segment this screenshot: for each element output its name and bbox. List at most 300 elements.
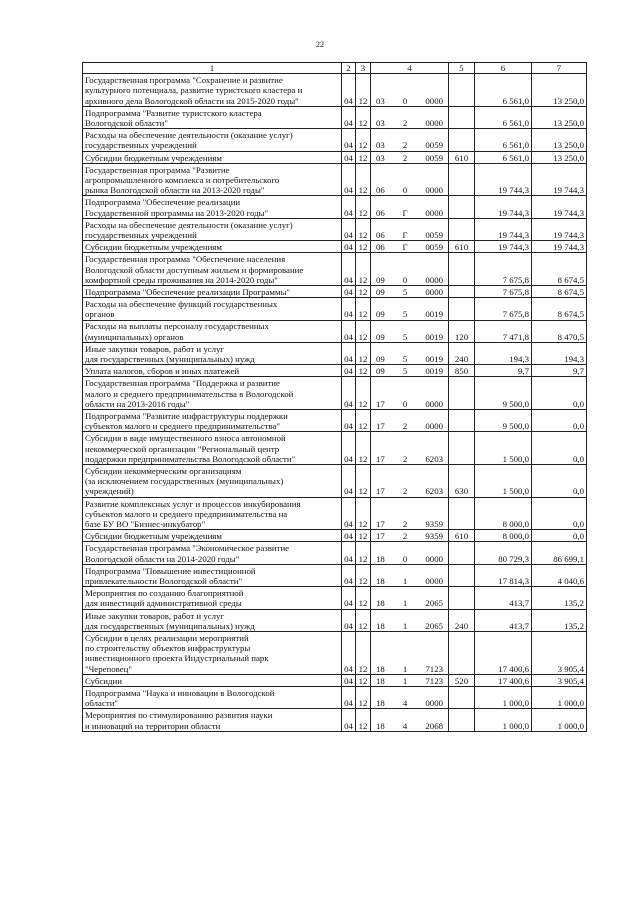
code-part: 03 [376,152,385,163]
target-article-code [371,320,449,342]
table-row [83,106,587,128]
code-part: 18 [376,620,385,631]
column-header: 3 [356,63,371,74]
amount-col7: 13 250,0 [532,74,587,107]
code-part: 03 [376,95,385,106]
column-header: 7 [532,63,587,74]
section-code: 04 [342,674,356,686]
table-row [83,320,587,342]
code-part: 09 [376,274,385,285]
row-name: Субсидии бюджетным учреждениям [83,530,342,542]
code-part: 18 [376,598,385,609]
section-code: 04 [342,497,356,530]
target-article-code [371,432,449,465]
table-row [83,410,587,432]
code-part: 4 [402,720,408,731]
amount-col6: 19 744,3 [475,218,532,240]
amount-col6: 9 500,0 [475,410,532,432]
code-part: 5 [402,366,408,377]
code-part: 0000 [425,185,443,196]
table-row [83,196,587,218]
budget-table [82,62,587,732]
target-article-code [371,129,449,151]
table-row [83,129,587,151]
table-row [83,365,587,377]
subsection-code: 12 [356,285,371,297]
code-part: 0019 [425,309,443,320]
section-code: 04 [342,564,356,586]
target-article-code [371,542,449,564]
code-part: 0019 [425,366,443,377]
code-part: 0 [402,274,408,285]
section-code: 04 [342,218,356,240]
amount-col7: 8 674,5 [532,298,587,320]
column-header: 5 [449,63,475,74]
code-part: 0000 [425,117,443,128]
amount-col7: 3 905,4 [532,631,587,674]
subsection-code: 12 [356,74,371,107]
code-part: 1 [402,576,408,586]
expense-type-code [449,686,475,708]
amount-col7: 13 250,0 [532,129,587,151]
code-part: 0000 [425,398,443,409]
code-part: 17 [376,453,385,464]
expense-type-code [449,163,475,196]
amount-col7: 0,0 [532,497,587,530]
target-article-code [371,609,449,631]
code-part: 18 [376,553,385,564]
subsection-code: 12 [356,564,371,586]
code-part: 18 [376,698,385,709]
code-part: 06 [376,229,385,240]
code-part: 0059 [425,242,443,253]
code-part: 18 [376,720,385,731]
section-code: 04 [342,74,356,107]
amount-col7: 8 674,5 [532,253,587,286]
code-part: 2 [402,117,408,128]
amount-col6: 1 500,0 [475,432,532,465]
code-part: 1 [402,598,408,609]
section-code: 04 [342,320,356,342]
code-part: 7123 [425,663,443,674]
section-code: 04 [342,609,356,631]
expense-type-code [449,74,475,107]
page-number: 22 [316,40,324,49]
code-part: 03 [376,117,385,128]
target-article-code [371,285,449,297]
table-body [83,74,587,732]
subsection-code: 12 [356,377,371,410]
amount-col6: 8 000,0 [475,497,532,530]
code-part: 17 [376,421,385,432]
subsection-code: 12 [356,129,371,151]
row-name: Подпрограмма "Наука и инновации в Вологодской области" [83,686,342,708]
code-part: 0000 [425,207,443,218]
amount-col7: 3 905,4 [532,674,587,686]
section-code: 04 [342,163,356,196]
amount-col6: 19 744,3 [475,163,532,196]
expense-type-code [449,587,475,609]
amount-col6: 413,7 [475,587,532,609]
amount-col7: 0,0 [532,530,587,542]
table-row [83,342,587,364]
target-article-code [371,497,449,530]
row-name: Государственная программа "Развитие агропромышленного комплекса и потребительского рынка Вологодской области на 2013-2020 годы" [83,163,342,196]
section-code: 04 [342,465,356,498]
code-part: 2 [402,519,408,530]
code-part: 09 [376,366,385,377]
code-part: 6203 [425,486,443,497]
code-part: 06 [376,185,385,196]
table-row [83,542,587,564]
column-header: 6 [475,63,532,74]
amount-col7: 13 250,0 [532,151,587,163]
code-part: 0 [402,398,408,409]
table-row [83,432,587,465]
code-part: 2068 [425,720,443,731]
row-name: Субсидия в виде имущественного взноса автономной некоммерческой организации "Региональный центр поддержки предпринимательства Вологодской области" [83,432,342,465]
code-part: Г [402,207,408,218]
target-article-code [371,564,449,586]
amount-col6: 6 561,0 [475,129,532,151]
code-part: 0000 [425,698,443,709]
amount-col6: 19 744,3 [475,196,532,218]
section-code: 04 [342,241,356,253]
amount-col6: 7 675,8 [475,298,532,320]
section-code: 04 [342,196,356,218]
code-part: Г [402,229,408,240]
target-article-code [371,377,449,410]
code-part: 0 [402,553,408,564]
code-part: 18 [376,675,385,686]
expense-type-code [449,432,475,465]
expense-type-code [449,106,475,128]
amount-col7: 194,3 [532,342,587,364]
expense-type-code [449,542,475,564]
column-header: 2 [342,63,356,74]
amount-col7: 1 000,0 [532,686,587,708]
row-name: Субсидии бюджетным учреждениям [83,151,342,163]
code-part: 03 [376,140,385,151]
code-part: 09 [376,354,385,365]
amount-col7: 19 744,3 [532,196,587,218]
amount-col6: 17 400,6 [475,631,532,674]
amount-col6: 413,7 [475,609,532,631]
expense-type-code: 850 [449,365,475,377]
row-name: Мероприятия по стимулированию развития науки и инноваций на территории области [83,709,342,731]
amount-col6: 9 500,0 [475,377,532,410]
expense-type-code: 120 [449,320,475,342]
code-part: 2 [402,152,408,163]
expense-type-code: 240 [449,342,475,364]
amount-col7: 1 000,0 [532,709,587,731]
column-header: 1 [83,63,342,74]
subsection-code: 12 [356,609,371,631]
expense-type-code: 610 [449,241,475,253]
code-part: 09 [376,286,385,297]
subsection-code: 12 [356,465,371,498]
code-part: 1 [402,620,408,631]
subsection-code: 12 [356,106,371,128]
code-part: 2 [402,421,408,432]
expense-type-code [449,377,475,410]
table-row [83,674,587,686]
section-code: 04 [342,410,356,432]
subsection-code: 12 [356,342,371,364]
code-part: 18 [376,576,385,586]
code-part: 2065 [425,598,443,609]
expense-type-code [449,564,475,586]
target-article-code [371,106,449,128]
table-row [83,465,587,498]
table-row [83,151,587,163]
subsection-code: 12 [356,587,371,609]
amount-col6: 1 000,0 [475,709,532,731]
amount-col7: 19 744,3 [532,218,587,240]
target-article-code [371,253,449,286]
amount-col6: 17 814,3 [475,564,532,586]
amount-col6: 8 000,0 [475,530,532,542]
table-row [83,686,587,708]
target-article-code [371,465,449,498]
amount-col6: 9,7 [475,365,532,377]
code-part: 0059 [425,152,443,163]
row-name: Расходы на обеспечение функций государственных органов [83,298,342,320]
row-name: Подпрограмма "Повышение инвестиционной привлекательности Вологодской области" [83,564,342,586]
expense-type-code: 610 [449,530,475,542]
amount-col7: 0,0 [532,410,587,432]
code-part: 17 [376,486,385,497]
amount-col6: 1 500,0 [475,465,532,498]
table-row [83,298,587,320]
subsection-code: 12 [356,674,371,686]
code-part: 0 [402,185,408,196]
subsection-code: 12 [356,320,371,342]
subsection-code: 12 [356,365,371,377]
code-part: 17 [376,531,385,542]
code-part: 0000 [425,274,443,285]
row-name: Подпрограмма "Развитие инфраструктуры поддержки субъектов малого и среднего предпринимательства" [83,410,342,432]
amount-col6: 80 729,3 [475,542,532,564]
subsection-code: 12 [356,631,371,674]
amount-col6: 1 000,0 [475,686,532,708]
target-article-code [371,196,449,218]
subsection-code: 12 [356,709,371,731]
table-row [83,218,587,240]
amount-col6: 194,3 [475,342,532,364]
expense-type-code [449,298,475,320]
expense-type-code: 520 [449,674,475,686]
target-article-code [371,151,449,163]
code-part: 5 [402,354,408,365]
code-part: 06 [376,242,385,253]
code-part: 0019 [425,354,443,365]
amount-col7: 8 674,5 [532,285,587,297]
row-name: Мероприятия по созданию благоприятной для инвестиций административной среды [83,587,342,609]
row-name: Расходы на выплаты персоналу государственных (муниципальных) органов [83,320,342,342]
target-article-code [371,709,449,731]
target-article-code [371,218,449,240]
code-part: 18 [376,663,385,674]
target-article-code [371,298,449,320]
subsection-code: 12 [356,410,371,432]
target-article-code [371,587,449,609]
table-row [83,709,587,731]
expense-type-code [449,253,475,286]
amount-col7: 135,2 [532,587,587,609]
code-part: 2065 [425,620,443,631]
table-row [83,285,587,297]
amount-col7: 0,0 [532,377,587,410]
table-row [83,253,587,286]
row-name: Иные закупки товаров, работ и услуг для государственных (муниципальных) нужд [83,609,342,631]
code-part: 2 [402,140,408,151]
code-part: 5 [402,331,408,342]
subsection-code: 12 [356,530,371,542]
section-code: 04 [342,432,356,465]
amount-col7: 8 470,5 [532,320,587,342]
amount-col6: 6 561,0 [475,74,532,107]
expense-type-code [449,129,475,151]
amount-col6: 19 744,3 [475,241,532,253]
table-row [83,163,587,196]
code-part: 0 [402,95,408,106]
expense-type-code: 610 [449,151,475,163]
section-code: 04 [342,106,356,128]
code-part: 5 [402,286,408,297]
table-row [83,609,587,631]
amount-col7: 0,0 [532,432,587,465]
row-name: Субсидии бюджетным учреждениям [83,241,342,253]
code-part: 0000 [425,421,443,432]
column-header: 4 [371,63,449,74]
code-part: 17 [376,519,385,530]
code-part: 4 [402,698,408,709]
target-article-code [371,74,449,107]
section-code: 04 [342,530,356,542]
table-row [83,587,587,609]
target-article-code [371,365,449,377]
expense-type-code: 630 [449,465,475,498]
table-row [83,74,587,107]
row-name: Подпрограмма "Развитие туристского кластера Вологодской области" [83,106,342,128]
target-article-code [371,530,449,542]
target-article-code [371,686,449,708]
subsection-code: 12 [356,196,371,218]
target-article-code [371,674,449,686]
amount-col7: 19 744,3 [532,163,587,196]
subsection-code: 12 [356,253,371,286]
target-article-code [371,342,449,364]
section-code: 04 [342,631,356,674]
expense-type-code [449,285,475,297]
table-row [83,631,587,674]
amount-col6: 6 561,0 [475,106,532,128]
subsection-code: 12 [356,497,371,530]
row-name: Расходы на обеспечение деятельности (оказание услуг) государственных учреждений [83,129,342,151]
code-part: Г [402,242,408,253]
code-part: 0059 [425,229,443,240]
header-row [83,63,587,74]
code-part: 0059 [425,140,443,151]
amount-col7: 86 699,1 [532,542,587,564]
code-part: 2 [402,486,408,497]
amount-col7: 135,2 [532,609,587,631]
row-name: Государственная программа "Сохранение и развитие культурного потенциала, развитие туристского кластера и архивного дела Вологодской области на 2015-2020 годы" [83,74,342,107]
amount-col6: 7 675,8 [475,253,532,286]
subsection-code: 12 [356,432,371,465]
row-name: Субсидии [83,674,342,686]
row-name: Иные закупки товаров, работ и услуг для государственных (муниципальных) нужд [83,342,342,364]
row-name: Расходы на обеспечение деятельности (оказание услуг) государственных учреждений [83,218,342,240]
amount-col7: 0,0 [532,465,587,498]
table-row [83,564,587,586]
amount-col6: 7 471,8 [475,320,532,342]
row-name: Субсидии некоммерческим организациям (за исключением государственных (муниципальных) учреждений) [83,465,342,498]
expense-type-code [449,410,475,432]
section-code: 04 [342,298,356,320]
section-code: 04 [342,342,356,364]
code-part: 2 [402,531,408,542]
row-name: Государственная программа "Обеспечение населения Вологодской области доступным жильем и формирование комфортной среды проживания на 2014-2020 годы" [83,253,342,286]
section-code: 04 [342,129,356,151]
section-code: 04 [342,253,356,286]
table-row [83,497,587,530]
subsection-code: 12 [356,163,371,196]
code-part: 0000 [425,553,443,564]
target-article-code [371,410,449,432]
amount-col7: 13 250,0 [532,106,587,128]
code-part: 6203 [425,453,443,464]
section-code: 04 [342,377,356,410]
code-part: 06 [376,207,385,218]
row-name: Государственная программа "Поддержка и развитие малого и среднего предпринимательства в Вологодской области на 2013-2016 годы" [83,377,342,410]
code-part: 17 [376,398,385,409]
code-part: 9359 [425,531,443,542]
section-code: 04 [342,542,356,564]
expense-type-code: 240 [449,609,475,631]
subsection-code: 12 [356,218,371,240]
target-article-code [371,631,449,674]
expense-type-code [449,218,475,240]
code-part: 1 [402,663,408,674]
table-row [83,377,587,410]
subsection-code: 12 [356,241,371,253]
code-part: 09 [376,309,385,320]
section-code: 04 [342,587,356,609]
table-row [83,530,587,542]
amount-col7: 19 744,3 [532,241,587,253]
section-code: 04 [342,151,356,163]
row-name: Подпрограмма "Обеспечение реализации Государственной программы на 2013-2020 годы" [83,196,342,218]
row-name: Уплата налогов, сборов и иных платежей [83,365,342,377]
code-part: 9359 [425,519,443,530]
code-part: 5 [402,309,408,320]
code-part: 7123 [425,675,443,686]
section-code: 04 [342,709,356,731]
table-row [83,241,587,253]
code-part: 0000 [425,286,443,297]
row-name: Субсидии в целях реализации мероприятий по строительству объектов инфраструктуры инвестиционного проекта Индустриальный парк "Череповец" [83,631,342,674]
amount-col7: 9,7 [532,365,587,377]
amount-col7: 4 040,6 [532,564,587,586]
expense-type-code [449,709,475,731]
row-name: Подпрограмма "Обеспечение реализации Программы" [83,285,342,297]
code-part: 2 [402,453,408,464]
subsection-code: 12 [356,542,371,564]
section-code: 04 [342,686,356,708]
target-article-code [371,241,449,253]
